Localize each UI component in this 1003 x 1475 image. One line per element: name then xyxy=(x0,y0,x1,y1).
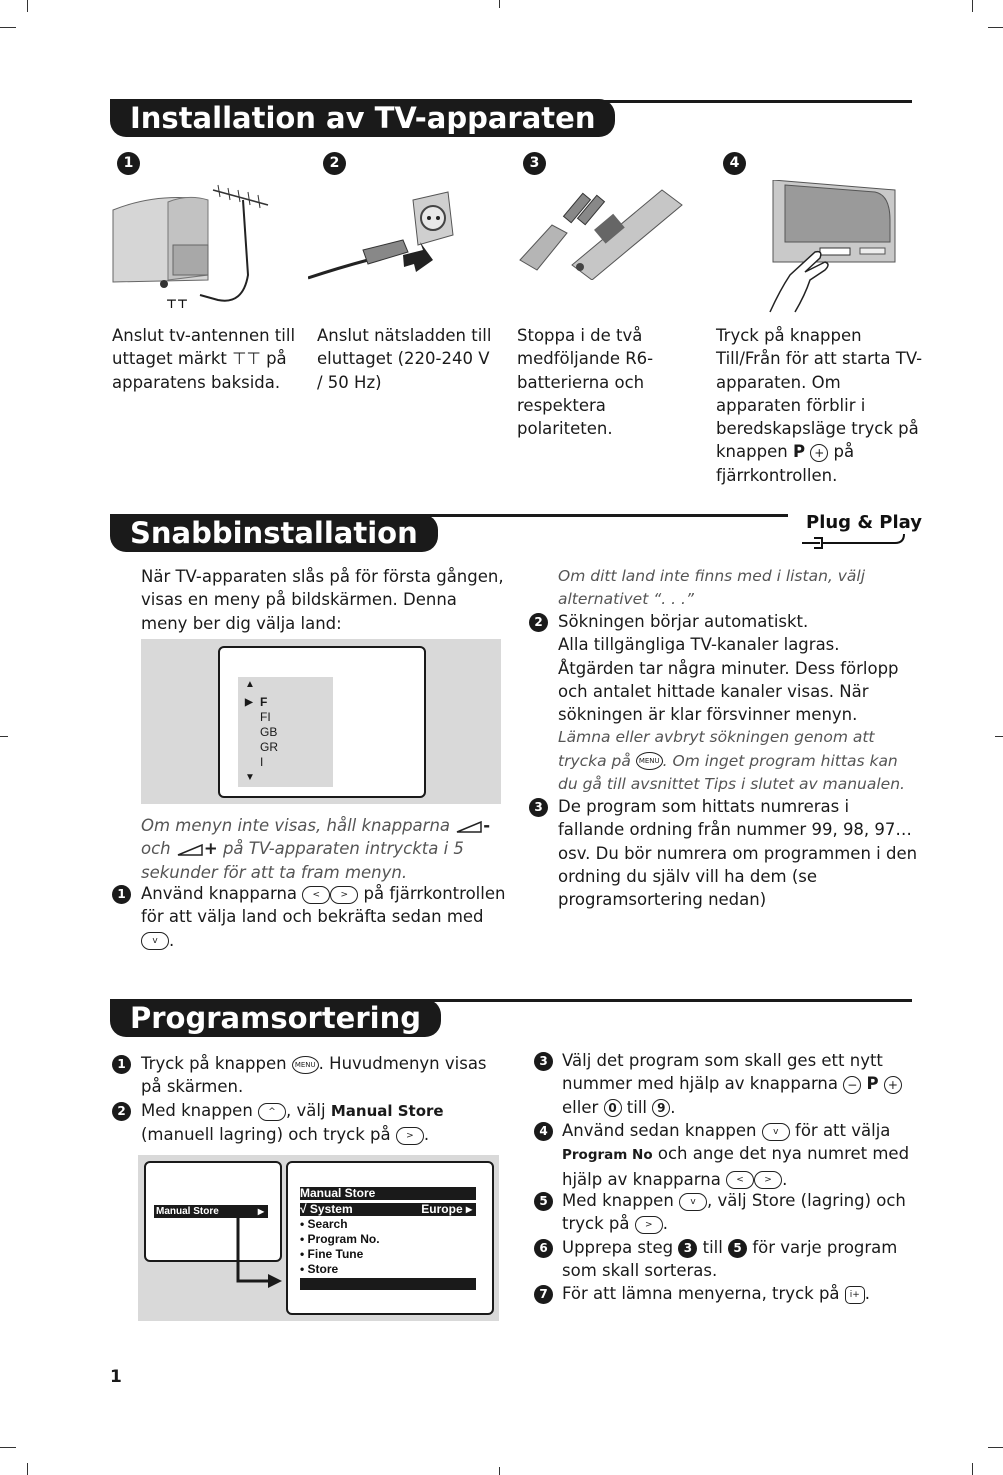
left-button-icon: < xyxy=(302,886,330,904)
crop-mark xyxy=(499,1467,500,1475)
plug-and-play-logo: Plug & Play xyxy=(806,512,922,533)
power-plug-illustration xyxy=(308,190,458,285)
step-badge-2: 2 xyxy=(323,152,346,175)
step-badge-1: 1 xyxy=(112,1054,131,1074)
country-item[interactable]: GR xyxy=(260,740,278,754)
down-button-icon: v xyxy=(679,1193,707,1211)
sort-step-2: Med knappen ^ , välj Manual Store (manuell lagring) och tryck på > . xyxy=(141,1101,444,1145)
down-arrow-icon: ▼ xyxy=(245,772,255,783)
sort-step-3: Välj det program som skall ges ett nytt nummer med hjälp av knapparna − P + eller 0 till 9 . xyxy=(562,1049,924,1119)
remote-batteries-illustration xyxy=(512,185,692,280)
plus-button-icon: + xyxy=(884,1076,902,1094)
left-button-icon: < xyxy=(726,1171,754,1189)
svg-text:⊤⊤: ⊤⊤ xyxy=(166,297,188,310)
fine-tune-menu-item[interactable]: • Fine Tune xyxy=(300,1247,364,1261)
country-item[interactable]: FI xyxy=(260,710,271,724)
tv-power-button-illustration xyxy=(765,180,900,315)
install-step-4-text: Tryck på knappen Till/Från för att starta TV-apparaten. Om apparaten förblir i beredskapsläge tryck på knappen P + på fjärrkontrollen. xyxy=(716,326,923,485)
menu-button-icon: MENU xyxy=(636,752,663,770)
plus-button-icon: + xyxy=(810,444,828,462)
volume-icon xyxy=(176,843,204,857)
section-title-quick: Snabbinstallation xyxy=(110,514,438,552)
quick-step-3: De program som hittats numreras i fallande ordning från nummer 99, 98, 97…osv. Du bör numrera om programmen i den ordning du själv vill ha dem (se programsortering nedan) xyxy=(558,797,918,910)
step-badge-1: 1 xyxy=(112,884,131,904)
step-badge-7: 7 xyxy=(534,1284,553,1304)
crop-mark xyxy=(27,0,28,12)
country-item[interactable]: I xyxy=(260,755,264,769)
section-title-sort: Programsortering xyxy=(110,999,441,1037)
quick-intro: När TV-apparaten slås på för första gången, visas en meny på bildskärmen. Denna meny ber dig välja land: xyxy=(141,567,504,633)
sort-step-4: Använd sedan knappen v för att välja Program No och ange det nya numret med hjälp av knapparna < > . xyxy=(562,1121,910,1189)
right-button-icon: > xyxy=(754,1171,782,1189)
right-button-icon: > xyxy=(330,886,358,904)
selection-arrow-icon: ▶ xyxy=(245,697,253,708)
manual-store-options xyxy=(300,1217,380,1277)
sort-step-5: Med knappen v , välj Store (lagring) och tryck på > . xyxy=(562,1191,906,1234)
step-badge-4: 4 xyxy=(534,1121,553,1141)
step-badge-1: 1 xyxy=(117,152,140,175)
menu-button-icon: MENU xyxy=(292,1056,319,1074)
install-step-1-text: Anslut tv-antennen till uttaget märkt ⊤⊤ på apparatens baksida. xyxy=(112,326,296,392)
step-badge-4: 4 xyxy=(723,152,746,175)
store-menu-item[interactable]: • Store xyxy=(300,1262,339,1276)
sort-step-1: Tryck på knappen MENU . Huvudmenyn visas på skärmen. xyxy=(141,1054,487,1097)
country-item[interactable]: F xyxy=(260,695,268,709)
step-badge-6: 6 xyxy=(534,1238,553,1258)
minus-button-icon: − xyxy=(843,1076,861,1094)
step-badge-2: 2 xyxy=(112,1101,131,1121)
crop-mark xyxy=(995,736,1003,737)
crop-mark xyxy=(499,0,500,8)
crop-mark xyxy=(972,1463,973,1475)
step-badge-3: 3 xyxy=(529,797,548,817)
down-button-icon: v xyxy=(762,1123,790,1141)
digit-zero-button-icon: 0 xyxy=(604,1099,622,1117)
step-badge-5: 5 xyxy=(534,1191,553,1211)
sort-step-6: Upprepa steg 3 till 5 för varje program som skall sorteras. xyxy=(562,1238,898,1281)
step-badge-3: 3 xyxy=(523,152,546,175)
system-menu-item[interactable]: √ System Europe ▸ xyxy=(300,1203,476,1216)
arrow-connector xyxy=(230,1218,285,1288)
quick-menu-note: Om menyn inte visas, håll knapparna - och + på TV-apparaten intryckta i 5 sekunder för att ta fram menyn. xyxy=(141,816,491,882)
down-button-icon: v xyxy=(141,932,169,950)
volume-icon xyxy=(455,820,483,834)
crop-mark xyxy=(27,1463,28,1475)
section-title-install: Installation av TV-apparaten xyxy=(110,99,615,137)
quick-step-1: Använd knapparna < > på fjärrkontrollen för att välja land och bekräfta sedan med v . xyxy=(141,884,506,950)
digit-nine-button-icon: 9 xyxy=(652,1099,670,1117)
quick-right-note: Om ditt land inte finns med i listan, välj alternativet “. . .” xyxy=(558,567,866,609)
search-menu-item[interactable]: • Search xyxy=(300,1217,348,1231)
install-step-3-text: Stoppa i de två medföljande R6-batterierna och respektera polariteten. xyxy=(517,326,654,439)
program-no-menu-item[interactable]: • Program No. xyxy=(300,1232,380,1246)
install-step-2-text: Anslut nätsladden till eluttaget (220-240 V / 50 Hz) xyxy=(317,326,492,392)
sort-step-7: För att lämna menyerna, tryck på i+ . xyxy=(562,1284,871,1303)
page-number: 1 xyxy=(110,1367,122,1387)
plug-icon xyxy=(800,532,910,554)
step-badge-2: 2 xyxy=(529,612,548,632)
crop-mark xyxy=(972,0,973,12)
menu-footer-bar xyxy=(300,1278,476,1290)
quick-step-2: Sökningen börjar automatiskt. Alla tillgängliga TV-kanaler lagras. Åtgärden tar några minuter. Dess förlopp och antalet hittade kanaler visas. När sökningen är klar försvinner menyn. Lämna eller avbryt sökningen genom att trycka på MENU . Om inget program hittas kan du gå till avsnittet Tips i slutet av manualen. xyxy=(558,612,905,794)
country-item[interactable]: GB xyxy=(260,725,278,739)
right-button-icon: > xyxy=(635,1216,663,1234)
country-options xyxy=(260,695,278,770)
crop-mark xyxy=(988,27,1003,28)
country-list[interactable] xyxy=(238,677,333,787)
up-arrow-icon: ▲ xyxy=(245,679,255,690)
crop-mark xyxy=(988,1447,1003,1448)
step-badge-3: 3 xyxy=(534,1051,553,1071)
tv-antenna-illustration xyxy=(108,180,288,310)
exit-button-icon: i+ xyxy=(845,1286,865,1304)
manual-store-header: Manual Store xyxy=(300,1187,476,1200)
crop-mark xyxy=(0,1447,16,1448)
manual-store-menu-item[interactable]: Manual Store ▶ xyxy=(154,1205,268,1218)
right-button-icon: > xyxy=(396,1127,424,1145)
up-button-icon: ^ xyxy=(258,1103,286,1121)
crop-mark xyxy=(0,27,16,28)
crop-mark xyxy=(0,736,8,737)
